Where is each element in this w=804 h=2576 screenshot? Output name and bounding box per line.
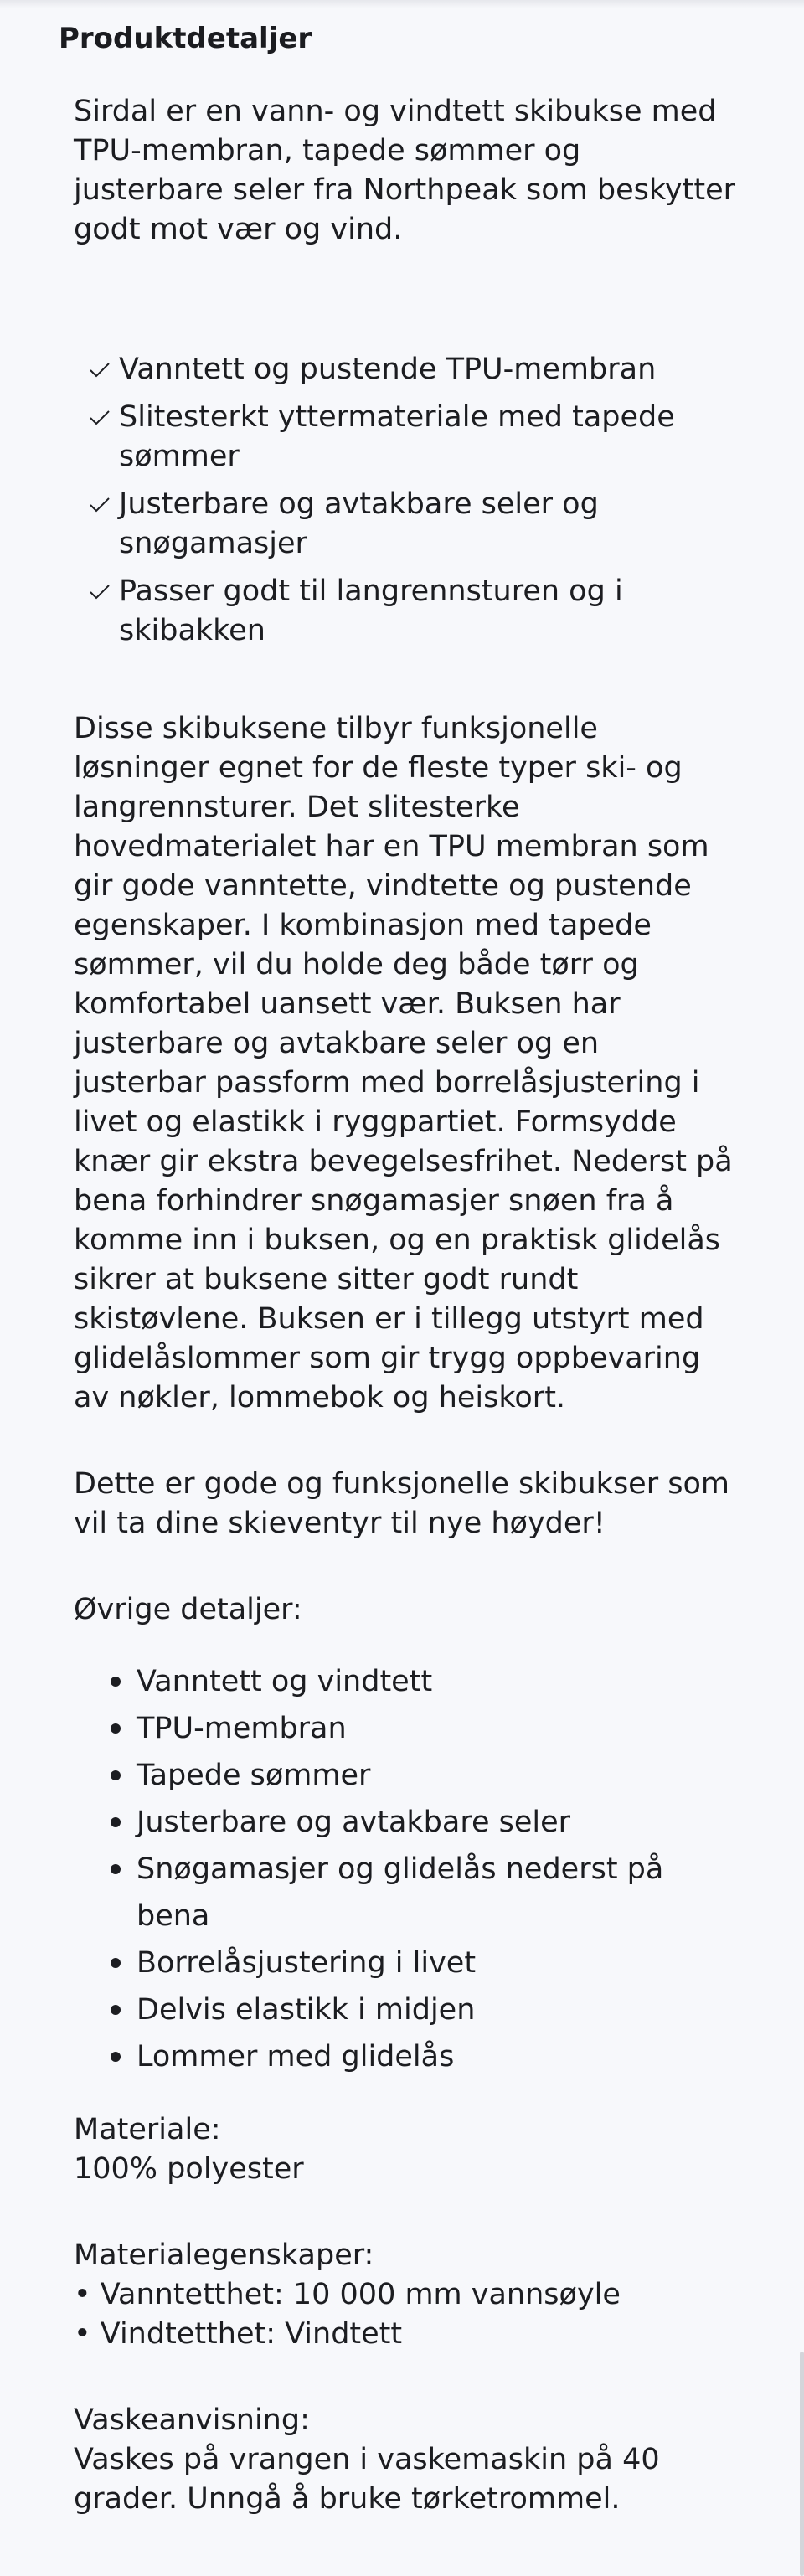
header-shadow xyxy=(0,0,804,8)
list-item xyxy=(74,572,735,651)
list-item xyxy=(137,1986,735,2033)
checkmark-icon xyxy=(89,497,111,513)
list-item-text: Slitesterkt yttermateriale med tapede sømmer xyxy=(119,400,675,473)
bullet-icon xyxy=(111,2005,121,2015)
bullet-icon xyxy=(111,1770,121,1780)
scrollbar[interactable] xyxy=(800,2352,804,2576)
material-value: 100% polyester xyxy=(74,2152,304,2186)
list-item-text: Snøgamasjer og glidelås nederst på bena xyxy=(137,1852,664,1933)
list-item-text: TPU-membran xyxy=(137,1712,347,1745)
list-item xyxy=(137,1705,735,1752)
other-details-list xyxy=(74,1658,735,2080)
closing-text: Dette er gode og funksjonelle skibukser som vil ta dine skieventyr til nye høyder! xyxy=(74,1467,729,1540)
description-text: Disse skibuksene tilbyr funksjonelle løsninger egnet for de fleste typer ski- og langrennsturer. Det slitesterke hovedmaterialet har en TPU membran som gir gode vanntette, vindtette og pustende egenskaper. I kombinasjon med tapede sømmer, vil du holde deg både tørr og komfortabel uansett vær. Buksen har justerbare og avtakbare seler og en justerbar passform med borrelåsjustering i livet og elastikk i ryggpartiet. Formsydde knær gir ekstra bevegelsesfrihet. Nederst på bena forhindrer snøgamasjer snøen fra å komme inn i buksen, og en praktisk glidelås sikrer at buksene sitter godt rundt skistøvlene. Buksen er i tillegg utstyrt med glidelåslommer som gir trygg oppbevaring av nøkler, lommebok og heiskort. xyxy=(74,712,733,1414)
bullet-icon xyxy=(111,1864,121,1874)
section-title: Produktdetaljer xyxy=(59,22,312,55)
intro-text: Sirdal er en vann- og vindtett skibukse med TPU-membran, tapede sømmer og justerbare seler fra Northpeak som beskytter godt mot vær og vind. xyxy=(74,95,735,246)
checkmark-icon xyxy=(89,410,111,426)
product-description xyxy=(74,92,735,2519)
checkmark-icon xyxy=(89,362,111,379)
list-item-text: Borrelåsjustering i livet xyxy=(137,1946,477,1980)
material-label: Materiale: xyxy=(74,2113,221,2146)
bullet-icon xyxy=(111,2052,121,2062)
list-item xyxy=(137,2033,735,2080)
wash-label: Vaskeanvisning: xyxy=(74,2403,310,2437)
property-item: • Vanntetthet: 10 000 mm vannsøyle xyxy=(74,2278,621,2311)
list-item xyxy=(137,1940,735,1986)
list-item-text: Vanntett og vindtett xyxy=(137,1665,433,1698)
list-item-text: Vanntett og pustende TPU-membran xyxy=(119,353,657,386)
list-item-text: Lommer med glidelås xyxy=(137,2040,455,2074)
list-item xyxy=(137,1846,735,1940)
list-item xyxy=(74,485,735,564)
list-item-text: Justerbare og avtakbare seler og snøgamasjer xyxy=(119,487,599,560)
other-details-label: Øvrige detaljer: xyxy=(74,1593,302,1626)
checkmark-icon xyxy=(89,584,111,600)
wash-value: Vaskes på vrangen i vaskemaskin på 40 grader. Unngå å bruke tørketrommel. xyxy=(74,2443,660,2516)
list-item xyxy=(137,1752,735,1799)
list-item-text: Delvis elastikk i midjen xyxy=(137,1993,476,2027)
bullet-icon xyxy=(111,1677,121,1687)
bullet-icon xyxy=(111,1723,121,1734)
list-item xyxy=(137,1658,735,1705)
highlights-list xyxy=(74,350,735,651)
list-item-text: Tapede sømmer xyxy=(137,1759,371,1792)
bullet-icon xyxy=(111,1958,121,1968)
list-item xyxy=(74,398,735,477)
properties-label: Materialegenskaper: xyxy=(74,2239,374,2272)
list-item-text: Justerbare og avtakbare seler xyxy=(137,1806,571,1839)
list-item xyxy=(74,350,735,389)
list-item xyxy=(137,1799,735,1846)
bullet-icon xyxy=(111,1817,121,1827)
property-item: • Vindtetthet: Vindtett xyxy=(74,2317,403,2351)
list-item-text: Passer godt til langrennsturen og i skibakken xyxy=(119,574,623,647)
